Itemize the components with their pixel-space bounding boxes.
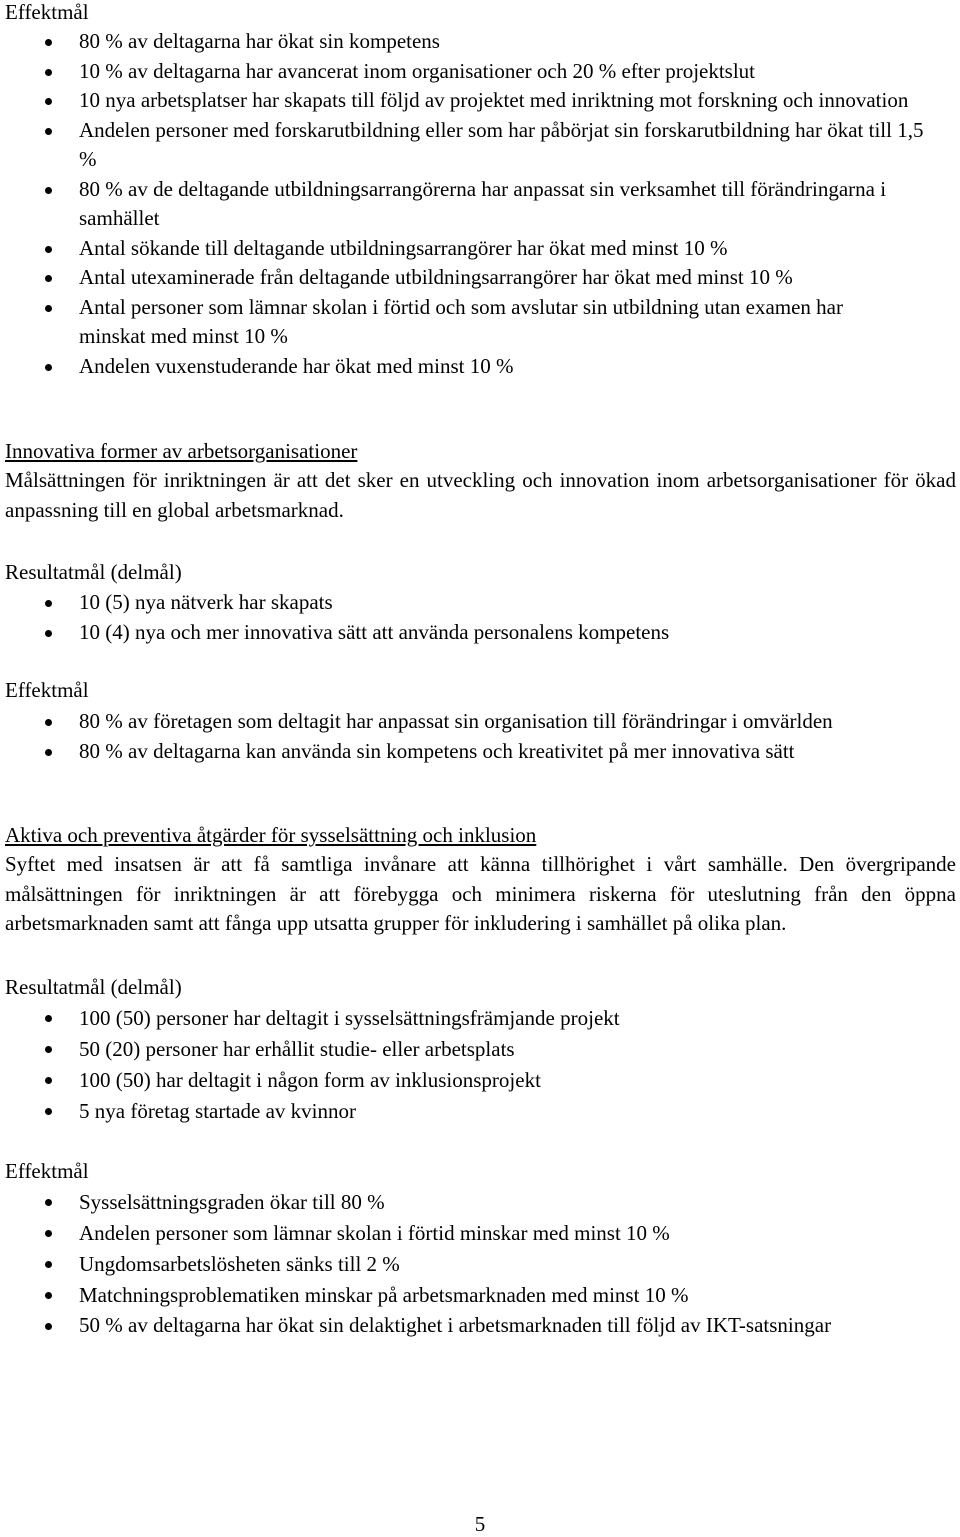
- bullet-icon: [45, 98, 52, 105]
- list-item: 80 % av de deltagande utbildningsarrangörerna har anpassat sin verksamhet till förändringarna i samhället: [5, 175, 889, 234]
- bullet-icon: [45, 39, 52, 46]
- list-item: 100 (50) har deltagit i någon form av inklusionsprojekt: [5, 1065, 956, 1096]
- list-item: 5 nya företag startade av kvinnor: [5, 1096, 956, 1127]
- bullet-icon: [45, 1077, 52, 1084]
- list-item: 50 (20) personer har erhållit studie- eller arbetsplats: [5, 1034, 956, 1065]
- bullet-icon: [45, 364, 52, 371]
- bullet-icon: [45, 187, 52, 194]
- section-paragraph: Målsättningen för inriktningen är att det sker en utveckling och innovation inom arbetsorganisationer för ökad anpassning till en global arbetsmarknad.: [5, 468, 956, 522]
- effect-label: Effektmål: [5, 1158, 89, 1183]
- bullet-icon: [45, 1230, 52, 1237]
- section-paragraph: Syftet med insatsen är att få samtliga invånare att känna tillhörighet i vårt samhälle. Den övergripande målsättningen för inriktningen är att förebygga och minimera riskerna för uteslutning från den öppna arbetsmarknaden samt att fånga upp utsatta grupper för inkludering i samhället på olika plan.: [5, 852, 956, 935]
- effect-label: Effektmål: [5, 678, 89, 702]
- bullet-icon: [45, 128, 52, 135]
- bullet-icon: [45, 719, 52, 726]
- effect-list: [5, 707, 956, 766]
- bullet-icon: [45, 1292, 52, 1299]
- list-item: Antal personer som lämnar skolan i förtid och som avslutar sin utbildning utan examen har minskat med minst 10 %: [5, 293, 889, 352]
- result-list: [5, 588, 956, 647]
- list-item: 100 (50) personer har deltagit i sysselsättningsfrämjande projekt: [5, 1003, 956, 1034]
- list-item: 10 (5) nya nätverk har skapats: [5, 588, 956, 618]
- bullet-icon: [45, 1046, 52, 1053]
- list-item: 80 % av företagen som deltagit har anpassat sin organisation till förändringar i omvärlden: [5, 707, 899, 737]
- bullet-icon: [45, 1108, 52, 1115]
- bullet-icon: [45, 630, 52, 637]
- bullet-icon: [45, 305, 52, 312]
- page-number: 5: [474, 1512, 486, 1536]
- list-item: Andelen vuxenstuderande har ökat med minst 10 %: [5, 352, 949, 382]
- effect-list: [5, 1187, 956, 1340]
- list-item: Sysselsättningsgraden ökar till 80 %: [5, 1187, 956, 1218]
- section-heading: Aktiva och preventiva åtgärder för sysselsättning och inklusion: [5, 823, 537, 847]
- bullet-icon: [45, 1199, 52, 1206]
- bullet-icon: [45, 1261, 52, 1268]
- bullet-icon: [45, 1015, 52, 1022]
- result-label: Resultatmål (delmål): [5, 974, 182, 999]
- list-item: 10 % av deltagarna har avancerat inom organisationer och 20 % efter projektslut: [5, 57, 899, 87]
- list-item: Antal utexaminerade från deltagande utbildningsarrangörer har ökat med minst 10 %: [5, 263, 959, 293]
- bullet-icon: [45, 600, 52, 607]
- section-heading: Innovativa former av arbetsorganisationer: [5, 439, 358, 463]
- bullet-icon: [45, 246, 52, 253]
- bullet-icon: [45, 275, 52, 282]
- list-item: 80 % av deltagarna har ökat sin kompetens: [5, 27, 899, 57]
- result-list: [5, 1003, 956, 1127]
- list-item: Antal sökande till deltagande utbildningsarrangörer har ökat med minst 10 %: [5, 234, 949, 264]
- list-item: 10 nya arbetsplatser har skapats till följd av projektet med inriktning mot forskning och innovation: [5, 86, 929, 116]
- list-item: 50 % av deltagarna har ökat sin delaktighet i arbetsmarknaden till följd av IKT-satsningar: [5, 1311, 889, 1340]
- document-page: [5, 0, 956, 1340]
- list-item: Matchningsproblematiken minskar på arbetsmarknaden med minst 10 %: [5, 1280, 956, 1311]
- list-item: Andelen personer som lämnar skolan i förtid minskar med minst 10 %: [5, 1218, 956, 1249]
- list-item: Ungdomsarbetslösheten sänks till 2 %: [5, 1249, 956, 1280]
- effect-label: Effektmål: [5, 0, 89, 24]
- list-item: 80 % av deltagarna kan använda sin kompetens och kreativitet på mer innovativa sätt: [5, 737, 956, 767]
- bullet-icon: [45, 749, 52, 756]
- effect-list: [5, 27, 956, 381]
- bullet-icon: [45, 69, 52, 76]
- list-item: 10 (4) nya och mer innovativa sätt att använda personalens kompetens: [5, 618, 956, 648]
- result-label: Resultatmål (delmål): [5, 560, 182, 584]
- bullet-icon: [45, 1323, 52, 1330]
- list-item: Andelen personer med forskarutbildning eller som har påbörjat sin forskarutbildning har ökat till 1,5 %: [5, 116, 939, 175]
